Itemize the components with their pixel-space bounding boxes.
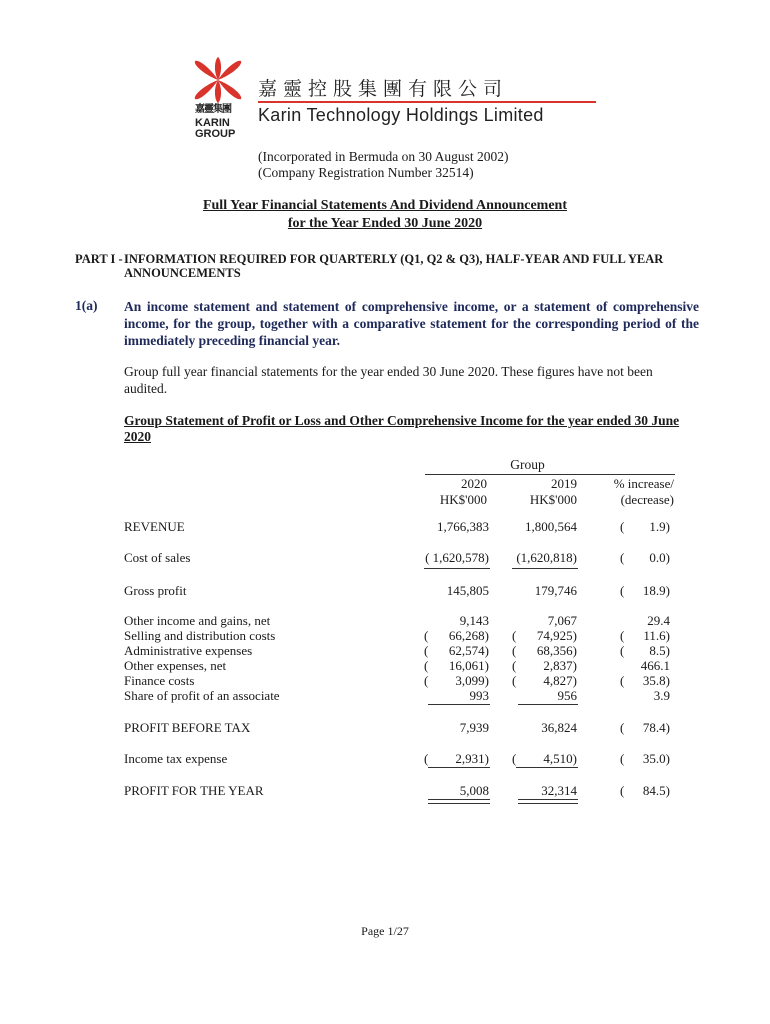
company-name-chinese: 嘉靈控股集團有限公司: [258, 78, 509, 100]
tax-pct-paren: (: [620, 751, 625, 766]
section-number: 1(a): [75, 298, 98, 313]
finance-2020-paren: (: [424, 673, 429, 688]
selling-2019-paren: (: [512, 628, 517, 643]
profit-pct: 84.5): [642, 783, 670, 798]
company-name-english: Karin Technology Holdings Limited: [258, 105, 544, 125]
associate-pct: 3.9: [653, 688, 670, 703]
finance-costs-pct: 35.8): [642, 673, 670, 688]
other-expenses-pct: 466.1: [640, 658, 670, 673]
announcement-title-line2: for the Year Ended 30 June 2020: [287, 216, 483, 231]
page-number: Page 1/27: [361, 924, 409, 938]
admin-expenses-2020: 62,574): [448, 643, 489, 658]
finance-pct-paren: (: [620, 673, 625, 688]
pbt-pct-paren: (: [620, 720, 625, 735]
finance-costs-2019: 4,827): [543, 673, 577, 688]
registration-line: (Company Registration Number 32514): [258, 165, 474, 180]
finance-2019-paren: (: [512, 673, 517, 688]
audit-note: Group full year financial statements for the year ended 30 June 2020. These figures have not been audited.: [124, 364, 653, 396]
revenue-2020: 1,766,383: [437, 519, 489, 534]
gross-profit-2020: 145,805: [446, 583, 489, 598]
selling-costs-2019: 74,925): [536, 628, 577, 643]
other-exp-2020-paren: (: [424, 658, 429, 673]
tax-2020-paren: (: [424, 751, 429, 766]
gross-profit-pct-paren: (: [620, 583, 625, 598]
tax-rule-2019: [516, 767, 578, 768]
row-label-cost-of-sales: Cost of sales: [124, 550, 191, 565]
profit-2020: 5,008: [459, 783, 489, 798]
profit-pct-paren: (: [620, 783, 625, 798]
income-tax-pct: 35.0): [642, 751, 670, 766]
cost-of-sales-rule-2019: [512, 568, 578, 569]
row-label-revenue: REVENUE: [124, 519, 185, 534]
associate-rule-2020: [428, 704, 490, 705]
gross-profit-pct: 18.9): [642, 583, 670, 598]
profit-double-rule-2019: [518, 799, 578, 804]
section-heading: An income statement and statement of comprehensive income, or a statement of comprehensive income, for the group, together with a comparative statement for the corresponding period of the immediately preceding financial year.: [124, 299, 699, 348]
column-header-2020: [420, 476, 487, 508]
selling-costs-pct: 11.6): [643, 628, 670, 643]
logo-english-text: [195, 118, 245, 140]
associate-2020: 993: [469, 688, 489, 703]
admin-2019-paren: (: [512, 643, 517, 658]
column-2019-unit: HK$'000: [529, 492, 577, 507]
part-label: PART I -: [75, 252, 123, 266]
admin-2020-paren: (: [424, 643, 429, 658]
cost-of-sales-pct: 0.0): [649, 550, 670, 565]
column-header-2019: [508, 476, 577, 508]
incorporated-line: (Incorporated in Bermuda on 30 August 2002): [258, 149, 509, 164]
row-label-profit-for-year: PROFIT FOR THE YEAR: [124, 783, 264, 798]
pbt-2019: 36,824: [541, 720, 577, 735]
column-pct-line2: (decrease): [620, 492, 674, 507]
revenue-pct-paren: (: [620, 519, 625, 534]
part-heading: INFORMATION REQUIRED FOR QUARTERLY (Q1, Q2 & Q3), HALF-YEAR AND FULL YEAR ANNOUNCEMENTS: [124, 252, 664, 280]
logo-en-line1: KARIN: [195, 117, 230, 129]
logo-chinese-text: 嘉靈集團: [195, 104, 231, 115]
admin-pct-paren: (: [620, 643, 625, 658]
admin-expenses-pct: 8.5): [649, 643, 670, 658]
gross-profit-2019: 179,746: [534, 583, 577, 598]
tax-rule-2020: [428, 767, 490, 768]
row-label-admin-expenses: Administrative expenses: [124, 643, 253, 658]
column-2020-unit: HK$'000: [439, 492, 487, 507]
row-label-finance-costs: Finance costs: [124, 673, 195, 688]
income-tax-2020: 2,931): [455, 751, 489, 766]
group-column-label: Group: [510, 457, 545, 472]
karin-logo-icon: [193, 55, 243, 105]
selling-2020-paren: (: [424, 628, 429, 643]
row-label-selling-costs: Selling and distribution costs: [124, 628, 276, 643]
row-label-income-tax: Income tax expense: [124, 751, 228, 766]
admin-expenses-2019: 68,356): [536, 643, 577, 658]
incorporation-info: [258, 149, 508, 181]
associate-2019: 956: [557, 688, 577, 703]
row-label-pbt: PROFIT BEFORE TAX: [124, 720, 251, 735]
row-label-other-expenses: Other expenses, net: [124, 658, 227, 673]
associate-rule-2019: [518, 704, 578, 705]
selling-costs-2020: 66,268): [448, 628, 489, 643]
income-tax-2019: 4,510): [543, 751, 577, 766]
statement-title: Group Statement of Profit or Loss and Other Comprehensive Income for the year ended 30 June 2020: [124, 413, 680, 444]
other-income-2019: 7,067: [547, 613, 577, 628]
column-header-pct: [596, 476, 674, 508]
profit-2019: 32,314: [541, 783, 577, 798]
revenue-pct: 1.9): [649, 519, 670, 534]
cost-of-sales-2019: (1,620,818): [516, 550, 577, 565]
logo-en-line2: GROUP: [195, 128, 236, 140]
profit-double-rule-2020: [428, 799, 490, 804]
row-label-associate: Share of profit of an associate: [124, 688, 280, 703]
other-expenses-2020: 16,061): [448, 658, 489, 673]
other-expenses-2019: 2,837): [543, 658, 577, 673]
tax-2019-paren: (: [512, 751, 517, 766]
column-pct-line1: % increase/: [613, 476, 674, 491]
pbt-2020: 7,939: [459, 720, 489, 735]
group-header-rule: [425, 474, 675, 475]
finance-costs-2020: 3,099): [455, 673, 489, 688]
column-2019-year: 2019: [551, 476, 577, 491]
cost-of-sales-rule-2020: [424, 568, 490, 569]
row-label-gross-profit: Gross profit: [124, 583, 187, 598]
other-income-pct: 29.4: [647, 613, 670, 628]
row-label-other-income: Other income and gains, net: [124, 613, 271, 628]
cost-of-sales-2020: ( 1,620,578): [425, 550, 489, 565]
selling-pct-paren: (: [620, 628, 625, 643]
other-income-2020: 9,143: [459, 613, 489, 628]
column-2020-year: 2020: [461, 476, 487, 491]
announcement-title-line1: Full Year Financial Statements And Dividend Announcement: [202, 198, 568, 213]
revenue-2019: 1,800,564: [525, 519, 577, 534]
cost-of-sales-pct-paren: (: [620, 550, 625, 565]
other-exp-2019-paren: (: [512, 658, 517, 673]
pbt-pct: 78.4): [642, 720, 670, 735]
header-divider: [258, 101, 596, 103]
